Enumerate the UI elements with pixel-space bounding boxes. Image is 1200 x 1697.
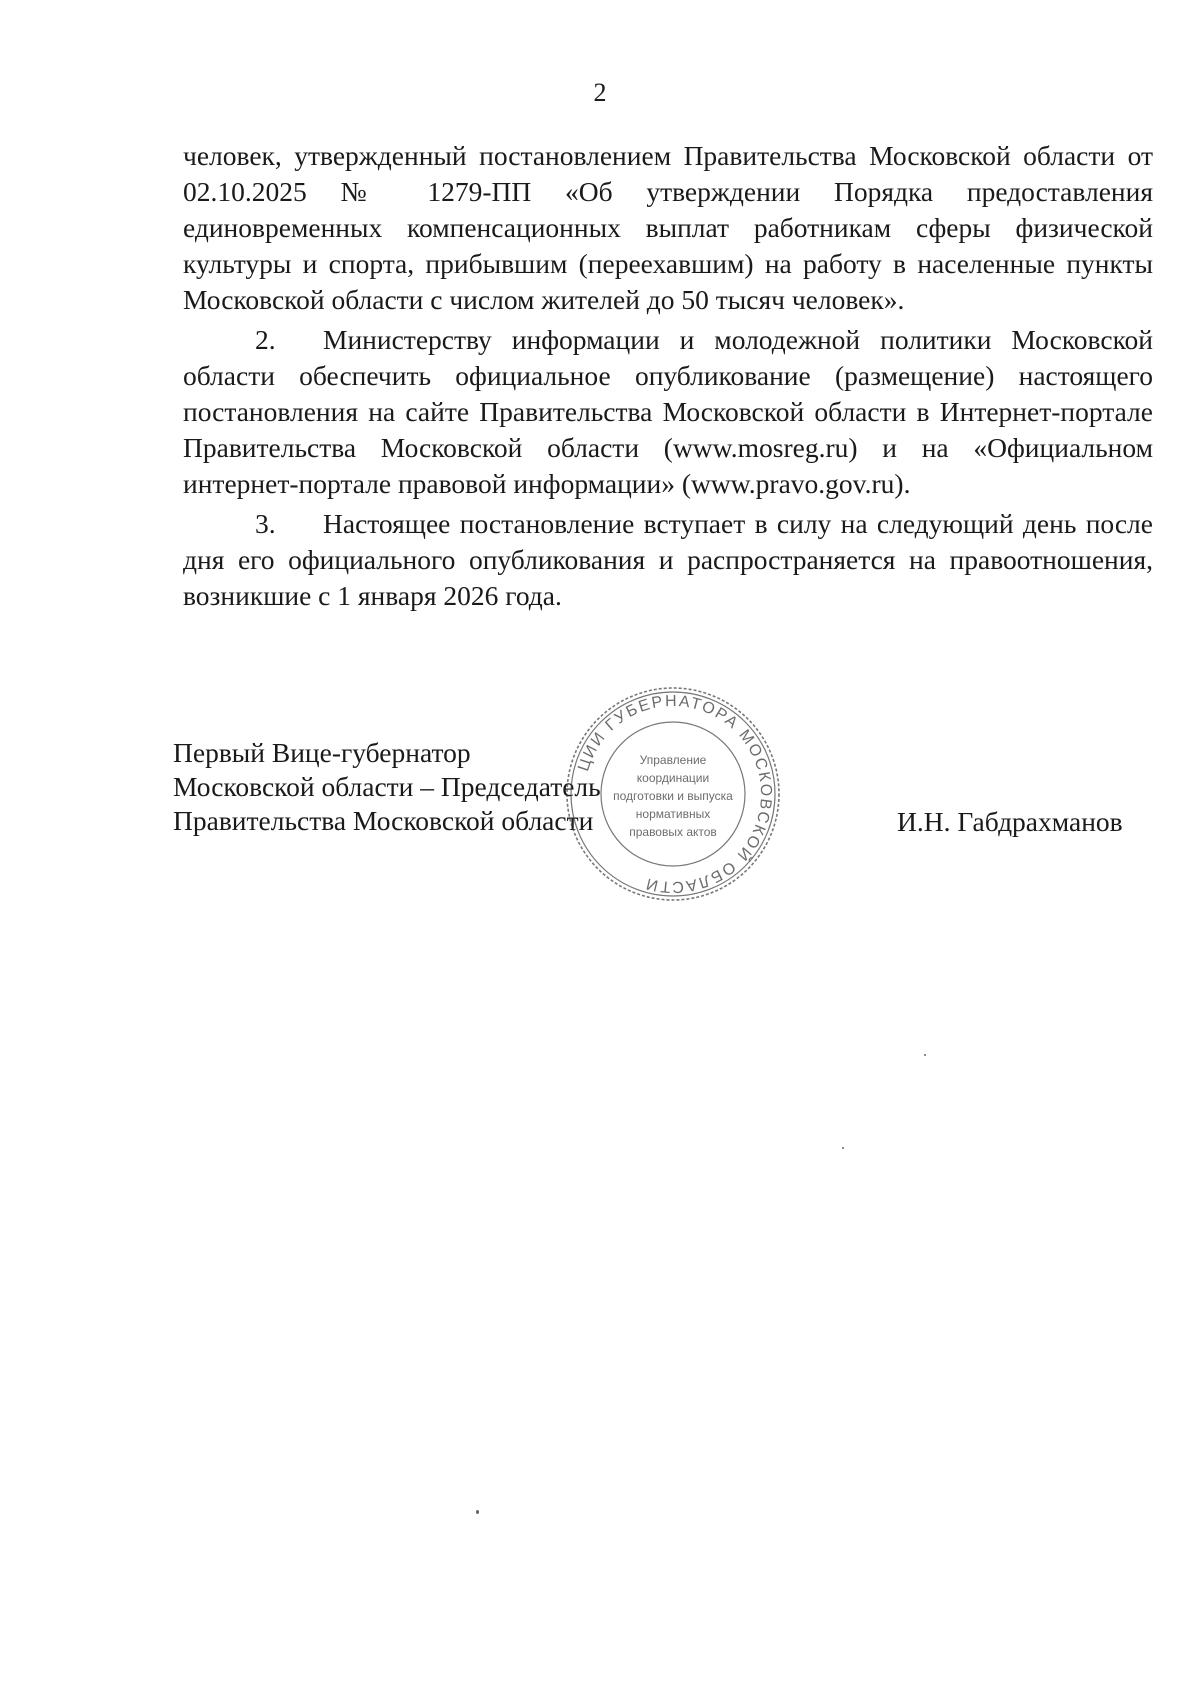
- svg-text:правовых актов: правовых актов: [629, 825, 717, 839]
- paragraph-1-continuation: человек, утвержденный постановлением Правительства Московской области от 02.10.2025 № 1279-ПП «Об утверждении Порядка предоставления единовременных компенсационных выплат работникам сферы физической культуры и спорта, прибывшим (переехавшим) на работу в населенные пункты Московской области с числом жителей до 50 тысяч человек».: [183, 140, 1153, 315]
- scan-speck: [842, 1147, 844, 1149]
- position-line-1: Первый Вице-губернатор: [173, 737, 471, 768]
- svg-text:координации: координации: [636, 771, 710, 785]
- paragraph-3: [183, 506, 1153, 614]
- paragraph-2: [183, 322, 1153, 502]
- document-body: [183, 138, 1153, 614]
- paragraph-3-text: Настоящее постановление вступает в силу на следующий день после дня его официального опубликования и распространяется на правоотношения, возникшие с 1 января 2026 года.: [183, 508, 1153, 611]
- paragraph-2-text: Министерству информации и молодежной политики Московской области обеспечить официальное опубликование (размещение) настоящего постановления на сайте Правительства Московской области в Интернет-портале Правительства Московской области (www.mosreg.ru) и на «Официальном интернет-портале правовой информации» (www.pravo.gov.ru).: [183, 324, 1153, 499]
- position-line-2: Московской области – Председатель: [173, 771, 601, 802]
- position-line-3: Правительства Московской области: [173, 805, 594, 836]
- signatory-position: [173, 736, 601, 838]
- svg-text:ЦИИ ГУБЕРНАТОРА МОСКОВСКОЙ ОБЛ: ЦИИ ГУБЕРНАТОРА МОСКОВСКОЙ ОБЛАСТИ: [575, 692, 775, 896]
- svg-text:подготовки и выпуска: подготовки и выпуска: [613, 789, 733, 803]
- paragraph-3-number: 3.: [255, 508, 276, 539]
- scan-speck: [476, 1510, 479, 1514]
- official-seal-stamp: [548, 678, 798, 910]
- svg-text:Управление: Управление: [639, 753, 707, 767]
- page-number: 2: [593, 78, 607, 107]
- signatory-name: И.Н. Габдрахманов: [897, 806, 1123, 837]
- svg-text:нормативных: нормативных: [635, 807, 711, 821]
- paragraph-2-number: 2.: [255, 324, 276, 355]
- scan-speck: [924, 1054, 926, 1056]
